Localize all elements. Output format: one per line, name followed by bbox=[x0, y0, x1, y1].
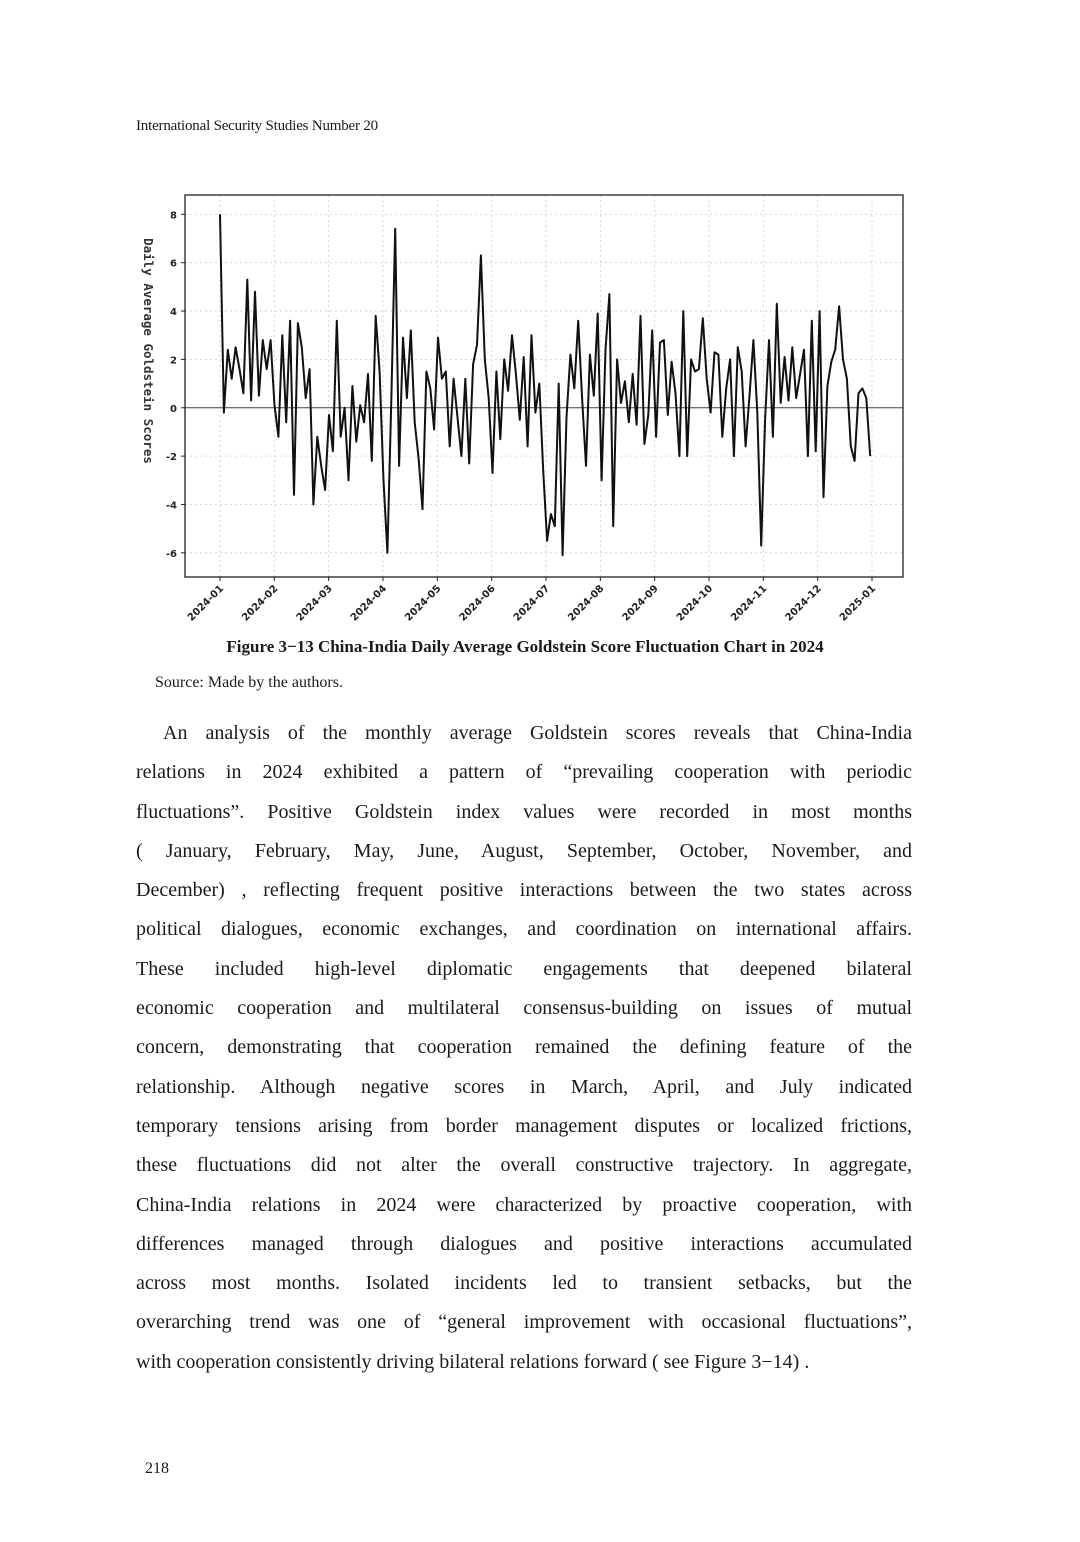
data-series-line bbox=[220, 214, 870, 555]
body-line: fluctuations”. Positive Goldstein index values were recorded in most months bbox=[136, 800, 912, 823]
x-tick-label: 2024-06 bbox=[457, 583, 498, 624]
body-line: ( January, February, May, June, August, September, October, November, and bbox=[136, 839, 912, 862]
x-tick-label: 2024-12 bbox=[783, 583, 824, 624]
y-tick-label: 4 bbox=[170, 307, 177, 319]
x-tick-label: 2024-09 bbox=[620, 583, 661, 624]
body-line: An analysis of the monthly average Goldstein scores reveals that China-India bbox=[163, 722, 912, 744]
body-line: political dialogues, economic exchanges, and coordination on international affairs. bbox=[136, 918, 912, 941]
body-line: these fluctuations did not alter the overall constructive trajectory. In aggregate, bbox=[136, 1154, 912, 1177]
goldstein-line-chart bbox=[130, 180, 930, 630]
x-tick-label: 2024-02 bbox=[240, 583, 281, 624]
body-line: overarching trend was one of “general improvement with occasional fluctuations”, bbox=[136, 1311, 912, 1334]
body-line: relationship. Although negative scores in March, April, and July indicated bbox=[136, 1075, 912, 1098]
y-tick-label: 8 bbox=[170, 210, 177, 222]
x-tick-label: 2024-10 bbox=[674, 583, 716, 624]
y-tick-label: 6 bbox=[170, 258, 177, 270]
x-tick-label: 2024-08 bbox=[566, 583, 607, 624]
body-line: relations in 2024 exhibited a pattern of “prevailing cooperation with periodic bbox=[136, 761, 912, 784]
body-line: differences managed through dialogues and positive interactions accumulated bbox=[136, 1232, 912, 1255]
page-number: 218 bbox=[145, 1460, 169, 1477]
y-tick-label: -6 bbox=[165, 548, 177, 560]
body-line: These included high-level diplomatic engagements that deepened bilateral bbox=[136, 957, 912, 980]
x-tick-label: 2024-01 bbox=[185, 583, 227, 624]
figure-caption: Figure 3−13 China-India Daily Average Goldstein Score Fluctuation Chart in 2024 bbox=[226, 637, 824, 656]
body-line: December) , reflecting frequent positive interactions between the two states across bbox=[136, 879, 912, 902]
x-tick-label: 2024-07 bbox=[511, 583, 553, 624]
body-line: with cooperation consistently driving bilateral relations forward ( see Figure 3−14) . bbox=[136, 1350, 810, 1373]
body-line: across most months. Isolated incidents led to transient setbacks, but the bbox=[136, 1272, 912, 1295]
x-tick-label: 2025-01 bbox=[837, 583, 879, 624]
y-tick-label: 2 bbox=[170, 355, 177, 367]
x-tick-label: 2024-11 bbox=[729, 583, 770, 624]
figure-source: Source: Made by the authors. bbox=[155, 674, 343, 691]
x-tick-label: 2024-04 bbox=[348, 583, 390, 624]
x-tick-label: 2024-05 bbox=[403, 583, 444, 624]
body-line: concern, demonstrating that cooperation remained the defining feature of the bbox=[136, 1036, 912, 1059]
y-tick-label: 0 bbox=[170, 403, 177, 415]
body-line: temporary tensions arising from border management disputes or localized frictions, bbox=[136, 1114, 912, 1137]
running-header: International Security Studies Number 20 bbox=[136, 118, 378, 134]
y-tick-label: -4 bbox=[165, 500, 177, 512]
y-axis-label: Daily Average Goldstein Scores bbox=[141, 238, 156, 464]
body-line: China-India relations in 2024 were characterized by proactive cooperation, with bbox=[136, 1193, 912, 1216]
body-line: economic cooperation and multilateral consensus-building on issues of mutual bbox=[136, 997, 912, 1020]
x-tick-label: 2024-03 bbox=[294, 583, 335, 624]
body-paragraph bbox=[136, 718, 912, 1386]
y-tick-label: -2 bbox=[165, 452, 177, 464]
